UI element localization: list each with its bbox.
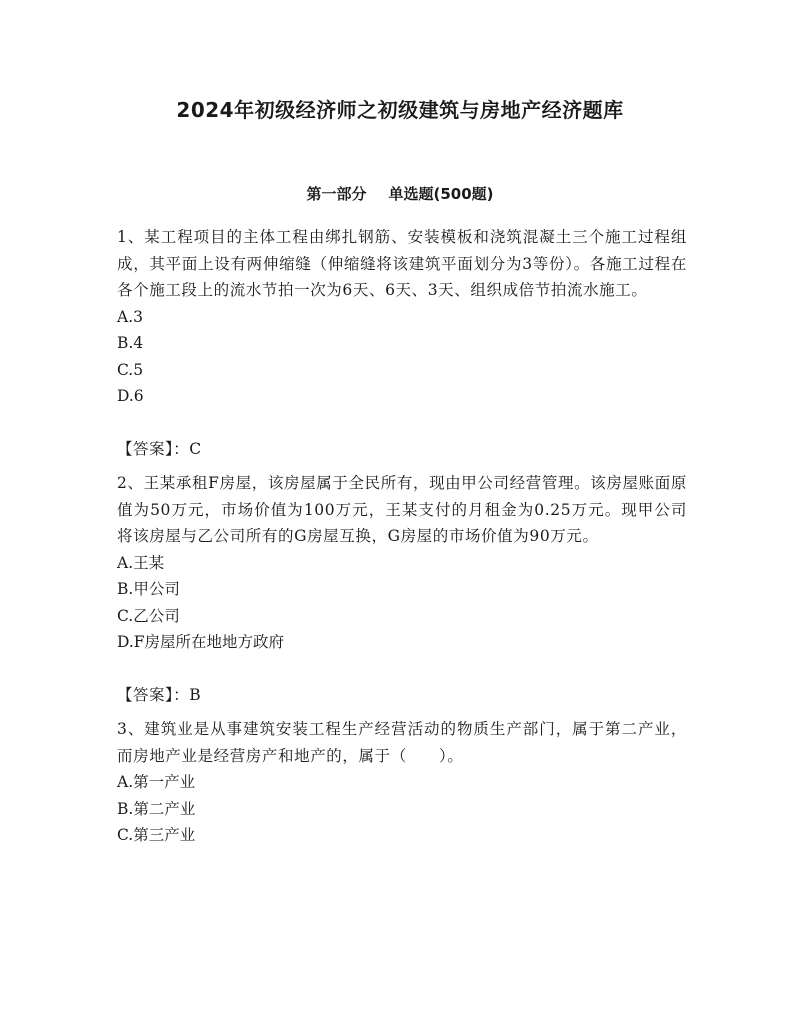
option-b: B.第二产业: [117, 799, 196, 818]
question-3: [117, 716, 687, 849]
question-1: [117, 224, 687, 462]
section-part: 第一部分: [306, 185, 367, 203]
option-a: A.王某: [117, 553, 165, 572]
option-b: B.4: [117, 334, 144, 352]
answer-line: [117, 436, 687, 463]
option-c: C.5: [117, 360, 144, 379]
answer-value: B: [189, 685, 201, 704]
answer-line: [117, 682, 687, 709]
question-2: [117, 470, 687, 708]
section-heading: [0, 183, 800, 205]
option-list: [117, 550, 687, 656]
question-list: [117, 224, 687, 849]
answer-value: C: [189, 439, 202, 458]
answer-label: 【答案】：: [117, 685, 190, 704]
question-stem: 1、某工程项目的主体工程由绑扎钢筋、安装模板和浇筑混凝土三个施工过程组成，其平面上设有两伸缩缝（伸缩缝将该建筑平面划分为3等份）。各施工过程在各个施工段上的流水节拍一次为6天、6天、3天、组织成倍节拍流水施工。: [117, 228, 687, 299]
option-d: D.F房屋所在地地方政府: [117, 633, 285, 651]
option-a: A.3: [117, 307, 143, 326]
question-stem: 3、建筑业是从事建筑安装工程生产经营活动的物质生产部门，属于第二产业，而房地产业是经营房产和地产的，属于（ ）。: [117, 720, 687, 765]
option-c: C.第三产业: [117, 826, 196, 844]
option-a: A.第一产业: [117, 773, 196, 791]
option-b: B.甲公司: [117, 580, 180, 598]
option-list: [117, 304, 687, 410]
question-stem: 2、王某承租F房屋，该房屋属于全民所有，现由甲公司经营管理。该房屋账面原值为50万元，市场价值为100万元，王某支付的月租金为0.25万元。现甲公司将该房屋与乙公司所有的G房屋互换，G房屋的市场价值为90万元。: [117, 474, 687, 545]
option-d: D.6: [117, 387, 144, 405]
section-name: 单选题(500题): [388, 185, 494, 203]
answer-label: 【答案】：: [117, 439, 190, 458]
document-title: 2024年初级经济师之初级建筑与房地产经济题库: [176, 98, 624, 122]
option-c: C.乙公司: [117, 606, 180, 625]
option-list: [117, 769, 687, 849]
